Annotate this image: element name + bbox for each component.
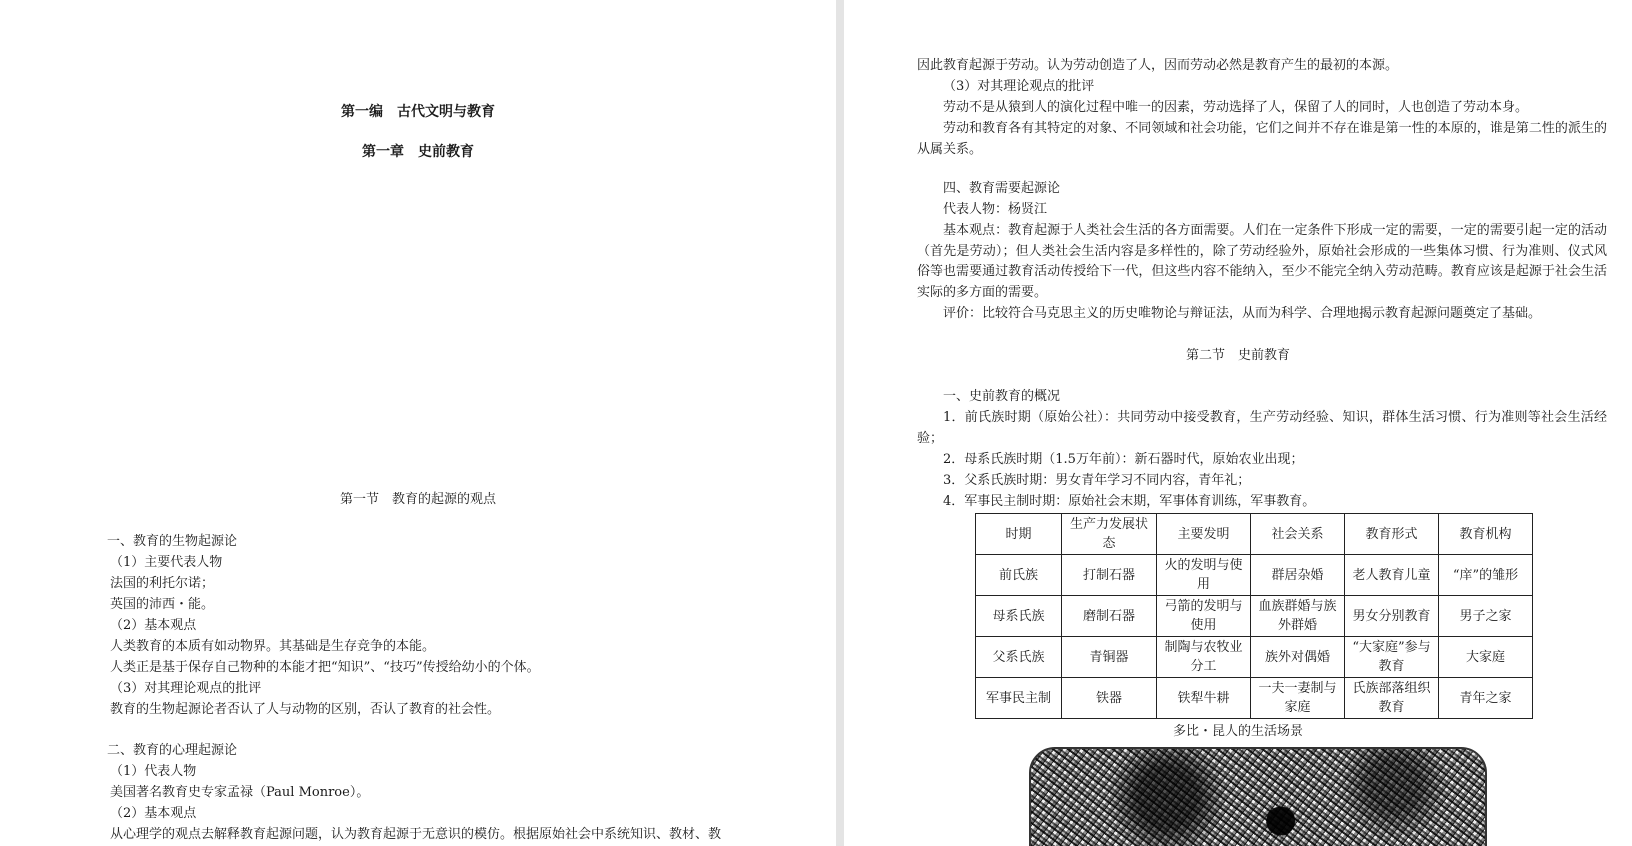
paragraph: 劳动和教育各有其特定的对象、不同领域和社会功能，它们之间并不存在谁是第一性的本原的，谁是第二性的派生的从属关系。 — [917, 121, 1607, 157]
part-title: 第一编 古代文明与教育 — [341, 104, 495, 120]
table-cell: 军事民主制 — [976, 678, 1062, 719]
text-line: 从心理学的观点去解释教育起源问题，认为教育起源于无意识的模仿。根据原始社会中系统知识、教材、教 — [110, 827, 722, 842]
prehistoric-education-table — [975, 513, 1533, 719]
text-line: 一、教育的生物起源论 — [107, 534, 238, 549]
table-header: 主要发明 — [1157, 514, 1251, 555]
text-line: 人类教育的本质有如动物界。其基础是生存竞争的本能。 — [110, 639, 436, 654]
table-header: 时期 — [976, 514, 1062, 555]
text-line: 3．父系氏族时期：男女青年学习不同内容，青年礼； — [943, 473, 1251, 488]
text-line: （1）代表人物 — [110, 764, 197, 779]
table-header-row — [976, 514, 1533, 555]
table-row — [976, 678, 1533, 719]
table-cell: “大家庭”参与教育 — [1345, 637, 1439, 678]
table-cell: 氏族部落组织教育 — [1345, 678, 1439, 719]
table-row — [976, 596, 1533, 637]
table-cell: 父系氏族 — [976, 637, 1062, 678]
table-row — [976, 637, 1533, 678]
table-cell: 群居杂婚 — [1251, 555, 1345, 596]
table-cell: 母系氏族 — [976, 596, 1062, 637]
text-line: （1）主要代表人物 — [110, 555, 223, 570]
text-line: （3）对其理论观点的批评 — [110, 681, 262, 696]
table-cell: 铁犁牛耕 — [1157, 678, 1251, 719]
text-line: 2．母系氏族时期（1.5万年前）：新石器时代，原始农业出现； — [943, 452, 1304, 467]
text-line: （2）基本观点 — [110, 618, 197, 633]
table-cell: 青年之家 — [1439, 678, 1533, 719]
table-cell: 血族群婚与族外群婚 — [1251, 596, 1345, 637]
table-header: 教育形式 — [1345, 514, 1439, 555]
table-header: 社会关系 — [1251, 514, 1345, 555]
table-cell: 前氏族 — [976, 555, 1062, 596]
section-title-2: 第二节 史前教育 — [1185, 348, 1290, 363]
text-line: 英国的沛西・能。 — [110, 597, 215, 612]
text-line: （3）对其理论观点的批评 — [943, 79, 1095, 94]
right-page — [844, 0, 1632, 846]
text-line: 法国的利托尔诺； — [110, 576, 215, 591]
page-gap — [836, 0, 844, 846]
text-line: （2）基本观点 — [110, 806, 197, 821]
section-heading: 一、史前教育的概况 — [943, 389, 1061, 404]
table-cell: 一夫一妻制与家庭 — [1251, 678, 1345, 719]
table-cell: 族外对偶婚 — [1251, 637, 1345, 678]
text-line: 评价：比较符合马克思主义的历史唯物论与辩证法，从而为科学、合理地揭示教育起源问题奠定了基础。 — [943, 306, 1542, 321]
section-title: 第一节 教育的起源的观点 — [339, 492, 496, 507]
table-header: 生产力发展状态 — [1062, 514, 1157, 555]
table-cell: 打制石器 — [1062, 555, 1157, 596]
table-cell: 铁器 — [1062, 678, 1157, 719]
paragraph: 1．前氏族时期（原始公社）：共同劳动中接受教育，生产劳动经验、知识，群体生活习惯、行为准则等社会生活经验； — [917, 410, 1607, 446]
paragraph: 基本观点：教育起源于人类社会生活的各方面需要。人们在一定条件下形成一定的需要，一定的需要引起一定的活动（首先是劳动）；但人类社会生活内容是多样性的，除了劳动经验外，原始社会形成的一些集体习惯、行为准则、仪式风俗等也需要通过教育活动传授给下一代，但这些内容不能纳入，至少不能完全纳入劳动范畴。教育应该是起源于社会生活实际的多方面的需要。 — [917, 223, 1607, 300]
table-cell: “庠”的雏形 — [1439, 555, 1533, 596]
figure-caption: 多比・昆人的生活场景 — [1172, 724, 1303, 739]
chapter-title: 第一章 史前教育 — [362, 144, 474, 160]
table-cell: 男女分别教育 — [1345, 596, 1439, 637]
table-cell: 青铜器 — [1062, 637, 1157, 678]
text-line: 代表人物：杨贤江 — [943, 202, 1048, 217]
table-cell: 磨制石器 — [1062, 596, 1157, 637]
text-line: 劳动不是从猿到人的演化过程中唯一的因素，劳动选择了人，保留了人的同时，人也创造了劳动本身。 — [943, 100, 1529, 115]
table-cell: 火的发明与使用 — [1157, 555, 1251, 596]
text-line: 4．军事民主制时期：原始社会末期，军事体育训练，军事教育。 — [943, 494, 1316, 509]
table-header: 教育机构 — [1439, 514, 1533, 555]
table-cell: 老人教育儿童 — [1345, 555, 1439, 596]
table-row — [976, 555, 1533, 596]
table-cell: 制陶与农牧业分工 — [1157, 637, 1251, 678]
table-cell: 男子之家 — [1439, 596, 1533, 637]
table-cell: 大家庭 — [1439, 637, 1533, 678]
text-line: 教育的生物起源论者否认了人与动物的区别，否认了教育的社会性。 — [110, 702, 501, 717]
text-line: 美国著名教育史专家孟禄（Paul Monroe）。 — [110, 785, 370, 800]
text-line: 二、教育的心理起源论 — [107, 743, 238, 758]
dobe-kung-photo — [1029, 747, 1487, 846]
text-line: 人类正是基于保存自己物种的本能才把“知识”、“技巧”传授给幼小的个体。 — [110, 660, 540, 675]
table-cell: 弓箭的发明与使用 — [1157, 596, 1251, 637]
section-heading: 四、教育需要起源论 — [943, 181, 1061, 196]
text-line: 因此教育起源于劳动。认为劳动创造了人，因而劳动必然是教育产生的最初的本源。 — [917, 58, 1399, 73]
